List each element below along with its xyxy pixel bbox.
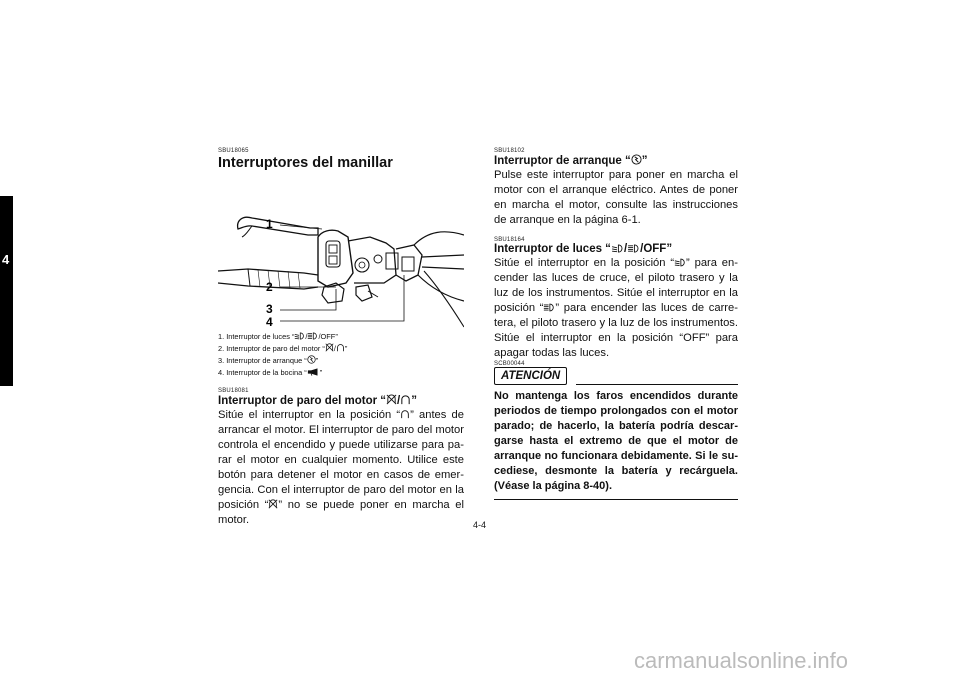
figure-captions <box>218 331 464 379</box>
engine-stop-title: Interruptor de paro del motor “ / ” <box>218 395 417 407</box>
figure-label-3: 3 <box>266 302 273 316</box>
caution-divider <box>576 384 738 385</box>
section-code: SBU18081 <box>218 388 249 394</box>
engine-stop-body: Sitúe el interruptor en la posición “ ” antes de arrancar el motor. El interruptor de paro del motor controla el encendido y puede utilizarse para parar el motor en cualquier momento. Utilice este botón para detener el motor en casos de emergencia. Con el interruptor de paro del motor en la posición “ ” no se puede poner en marcha el motor. <box>218 409 464 526</box>
high-beam-icon <box>307 332 318 340</box>
light-switch-body: Sitúe el interruptor en la posición “ ” para encender las luces de cruce, el piloto trasero y la luz de los instrumentos. Sitúe el interruptor en la posición “ ” para encender las luces de carretera, el piloto trasero y la luz de los instrumentos. Sitúe el interruptor en la posición “OFF” para apagar todas las luces. <box>494 257 738 359</box>
figure-label-2: 2 <box>266 280 273 294</box>
caption-item: 1. Interruptor de luces “ / /OFF” <box>218 332 338 341</box>
high-beam-icon <box>543 303 555 312</box>
caution-text: No mantenga los faros encendidos durante periodos de tiempo prolongados con el motor parado; de hacerlo, la batería podría descargarse hasta el extremo de que el motor de arranque no funcionara debidamente. Si le sucediese, desmonte la batería y recárguela. (Véase la página 8-40). <box>494 390 738 492</box>
section-code: SBU18164 <box>494 237 525 243</box>
engine-run-icon <box>400 394 411 405</box>
engine-run-icon <box>336 343 345 352</box>
caption-item: 2. Interruptor de paro del motor “ / ” <box>218 344 348 353</box>
low-beam-icon <box>611 244 624 253</box>
start-icon <box>631 154 642 165</box>
page-number: 4-4 <box>473 520 487 530</box>
handlebar-illustration <box>218 171 464 331</box>
caution-header <box>494 367 738 385</box>
engine-off-icon <box>386 394 397 405</box>
start-switch-body: Pulse este interruptor para poner en marcha el motor con el arranque eléctrico. Antes de poner en marcha el motor, consulte las instrucciones de arranque en la página 6-1. <box>494 169 738 226</box>
section-title: Interruptores del manillar <box>218 155 393 171</box>
watermark: carmanualsonline.info <box>634 648 849 673</box>
high-beam-icon <box>627 244 640 253</box>
engine-off-icon <box>325 343 334 352</box>
start-icon <box>307 355 316 364</box>
engine-off-icon <box>268 499 278 509</box>
figure-label-4: 4 <box>266 315 273 329</box>
caution-end-divider <box>494 499 738 500</box>
caption-item: 3. Interruptor de arranque “ ” <box>218 356 319 365</box>
chapter-tab <box>0 196 13 386</box>
horn-icon <box>307 368 320 376</box>
figure-label-1: 1 <box>266 217 273 231</box>
caution-code: SCB00044 <box>494 361 525 367</box>
caption-item: 4. Interruptor de la bocina “ ” <box>218 368 323 377</box>
low-beam-icon <box>674 258 686 267</box>
start-switch-title: Interruptor de arranque “ ” <box>494 155 648 167</box>
handlebar-figure <box>218 171 464 331</box>
low-beam-icon <box>294 332 305 340</box>
chapter-number: 4 <box>2 252 10 267</box>
section-code: SBU18065 <box>218 148 249 154</box>
left-column <box>218 148 464 528</box>
light-switch-title: Interruptor de luces “ / /OFF” <box>494 243 673 255</box>
engine-run-icon <box>400 409 410 419</box>
section-code: SBU18102 <box>494 148 525 154</box>
caution-label: ATENCIÓN <box>494 367 567 385</box>
right-column <box>494 148 738 500</box>
